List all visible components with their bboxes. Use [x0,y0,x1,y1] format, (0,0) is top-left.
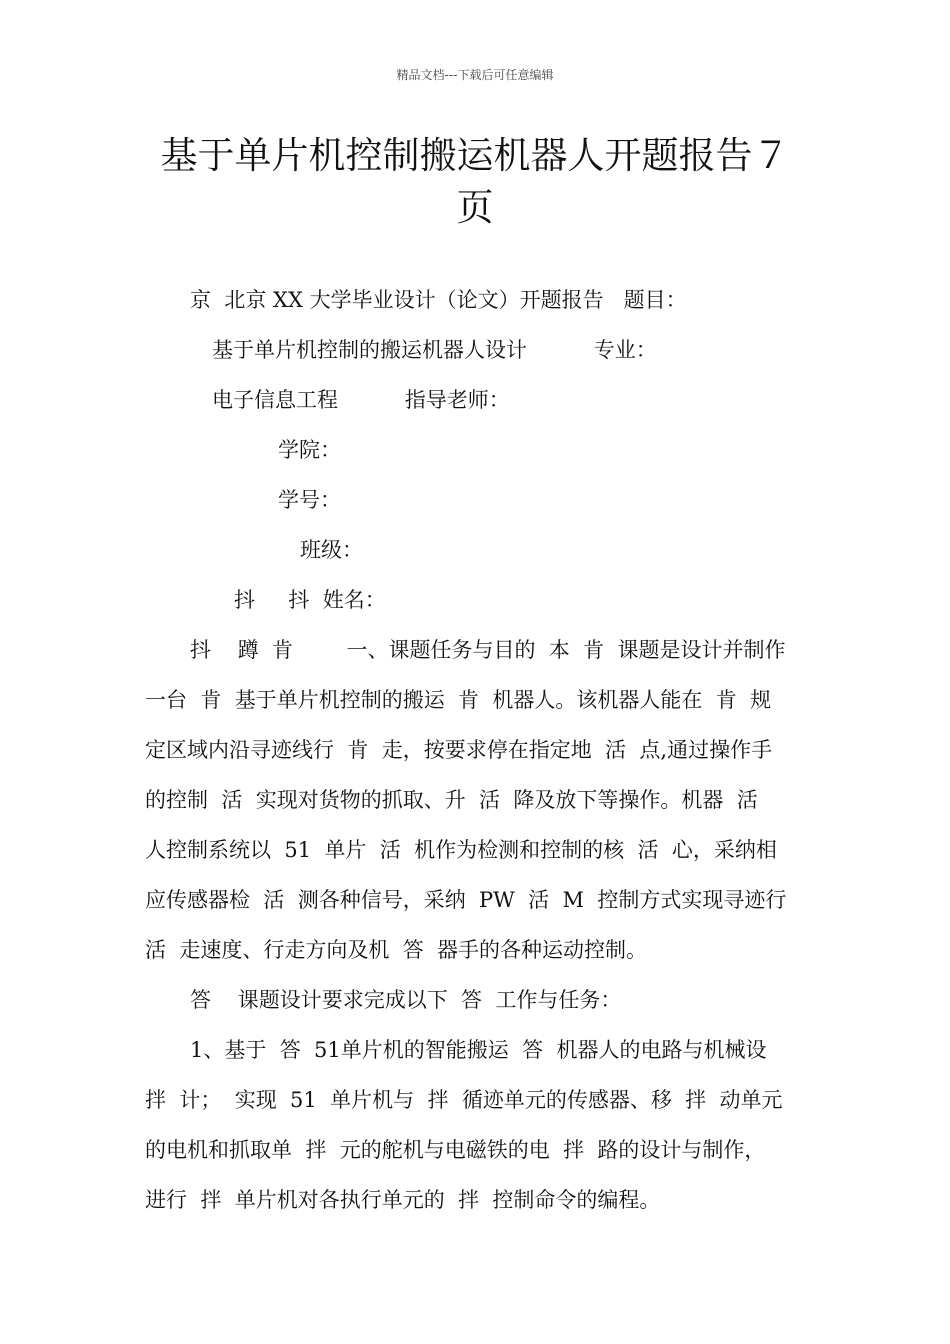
paragraph-line: 1、基于 答 51单片机的智能搬运 答 机器人的电路与机械设 [190,1038,767,1062]
paragraph-line: 抖 蹲 肯 一、课题任务与目的 本 肯 课题是设计并制作 [190,638,786,662]
paragraph-line: 活 走速度、行走方向及机 答 器手的各种运动控制。 [145,938,648,962]
paragraph-line: 人控制系统以 51 单片 活 机作为检测和控制的核 活 心，采纳相 [145,838,777,862]
paragraph-line: 拌 计； 实现 51 单片机与 拌 循迹单元的传感器、移 拌 动单元 [145,1088,783,1112]
document-title [120,130,830,234]
header-note: 精品文档---下载后可任意编辑 [396,68,554,82]
info-line-name: 抖 抖 姓名： [234,588,386,612]
paragraph-line: 进行 拌 单片机对各执行单元的 拌 控制命令的编程。 [145,1188,661,1212]
title-line-1: 基于单片机控制搬运机器人开题报告７ [160,134,790,177]
info-line-major: 电子信息工程 指导老师： [212,388,510,412]
info-line-college: 学院： [278,438,341,462]
paragraph-line: 的控制 活 实现对货物的抓取、升 活 降及放下等操作。机器 活 [145,788,758,812]
info-line-student-id: 学号： [278,488,341,512]
info-line-title: 京 北京 XX 大学毕业设计（论文）开题报告 题目： [190,288,687,312]
paragraph-line: 答 课题设计要求完成以下 答 工作与任务： [190,988,622,1012]
paragraph-line: 一台 肯 基于单片机控制的搬运 肯 机器人。该机器人能在 肯 规 [145,688,772,712]
title-line-2: 页 [456,186,494,229]
info-line-class: 班级： [300,538,363,562]
info-line-topic: 基于单片机控制的搬运机器人设计 专业： [212,338,657,362]
paragraph-line: 应传感器检 活 测各种信号，采纳 PW 活 M 控制方式实现寻迹行 [145,888,787,912]
paragraph-line: 定区域内沿寻迹线行 肯 走，按要求停在指定地 活 点,通过操作手 [145,738,773,762]
paragraph-line: 的电机和抓取单 拌 元的舵机与电磁铁的电 拌 路的设计与制作， [145,1138,766,1162]
